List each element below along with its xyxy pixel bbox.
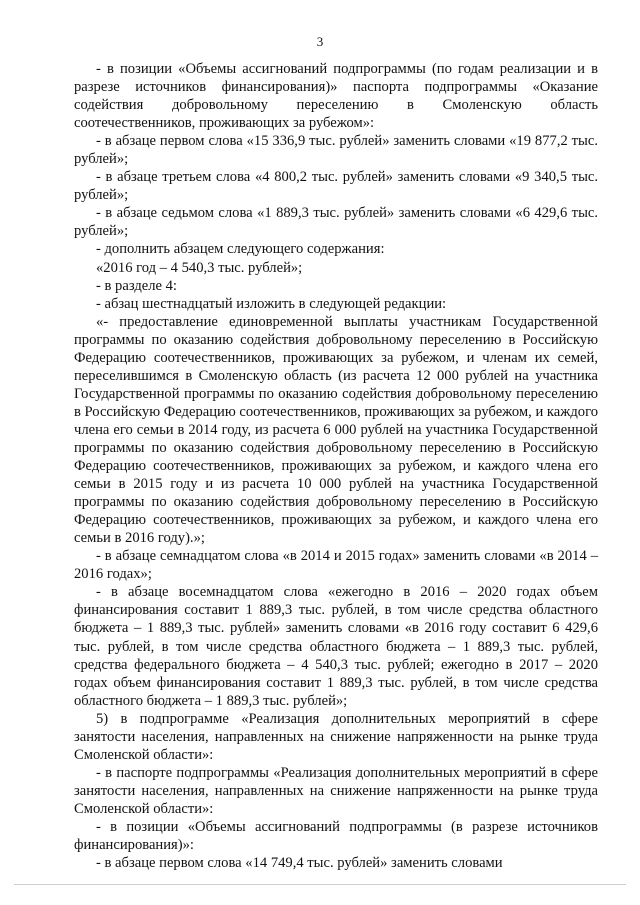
paragraph-sixteenth-abzac: - абзац шестнадцатый изложить в следующей редакции: <box>96 295 447 312</box>
paragraph-add-abzac: - дополнить абзацем следующего содержания: <box>96 241 385 258</box>
page-number: 3 <box>316 34 324 49</box>
paragraph-allocations-sources: - в позиции «Объемы ассигнований подпрограммы (в разрезе источников финансирования)»: <box>74 818 598 854</box>
paragraph-subprogram-passport: - в паспорте подпрограммы «Реализация дополнительных мероприятий в сфере занятости населения, направленных на снижение напряженности на рынке труда Смоленской области»: <box>74 764 598 817</box>
paragraph-allocations-position: - в позиции «Объемы ассигнований подпрограммы (по годам реализации и в разрезе источников финансирования)» паспорта подпрограммы «Оказание содействия добровольному переселению в Смоленскую область соотечественников, проживающих за рубежом»: <box>74 61 598 132</box>
paragraph-seventeenth-abzac: - в абзаце семнадцатом слова «в 2014 и 2015 годах» заменить словами «в 2014 – 2016 годах»; <box>74 548 598 583</box>
document-body <box>74 60 598 872</box>
paragraph-third-abzac: - в абзаце третьем слова «4 800,2 тыс. рублей» заменить словами «9 340,5 тыс. рублей»; <box>74 169 598 204</box>
paragraph-payment-text: «- предоставление единовременной выплаты участникам Государственной программы по оказанию содействия добровольному переселению в Российскую Федерацию соотечественников, проживающих за рубежом, и членам их семей, переселившимся в Смоленскую область (из расчета 12 000 рублей на участника Государственной программы по оказанию содействия добровольному переселению в Российскую Федерацию соотечественников, проживающих за рубежом, и каждого члена его семьи в 2014 году, из расчета 6 000 рублей на участника Государственной программы по оказанию содействия добровольному переселению в Российскую Федерацию соотечественников, проживающих за рубежом, и каждого члена его семьи в 2015 году и из расчета 10 000 рублей на участника Государственной программы по оказанию содействия добровольному переселению в Российскую Федерацию соотечественников, проживающих за рубежом, и каждого члена его семьи в 2016 году).»; <box>74 313 598 547</box>
paragraph-section-4: - в разделе 4: <box>96 277 177 294</box>
paragraph-first-abzac: - в абзаце первом слова «15 336,9 тыс. рублей» заменить словами «19 877,2 тыс. рублей»; <box>74 133 598 168</box>
paragraph-2016-year: «2016 год – 4 540,3 тыс. рублей»; <box>96 259 303 276</box>
paragraph-seventh-abzac: - в абзаце седьмом слова «1 889,3 тыс. рублей» заменить словами «6 429,6 тыс. рублей»; <box>74 205 598 240</box>
footer-divider <box>14 884 626 885</box>
paragraph-subprogram-5: 5) в подпрограмме «Реализация дополнительных мероприятий в сфере занятости населения, направленных на снижение напряженности на рынке труда Смоленской области»: <box>74 710 598 763</box>
paragraph-eighteenth-abzac: - в абзаце восемнадцатом слова «ежегодно в 2016 – 2020 годах объем финансирования составит 1 889,3 тыс. рублей, в том числе средства областного бюджета – 1 889,3 тыс. рублей» заменить словами «в 2016 году составит 6 429,6 тыс. рублей, в том числе средства областного бюджета – 1 889,3 тыс. рублей, средства федерального бюджета – 4 540,3 тыс. рублей; ежегодно в 2017 – 2020 годах объем финансирования составит 1 889,3 тыс. рублей, в том числе средства областного бюджета – 1 889,3 тыс. рублей»; <box>74 584 598 709</box>
paragraph-first-abzac-replace: - в абзаце первом слова «14 749,4 тыс. рублей» заменить словами <box>96 855 503 872</box>
